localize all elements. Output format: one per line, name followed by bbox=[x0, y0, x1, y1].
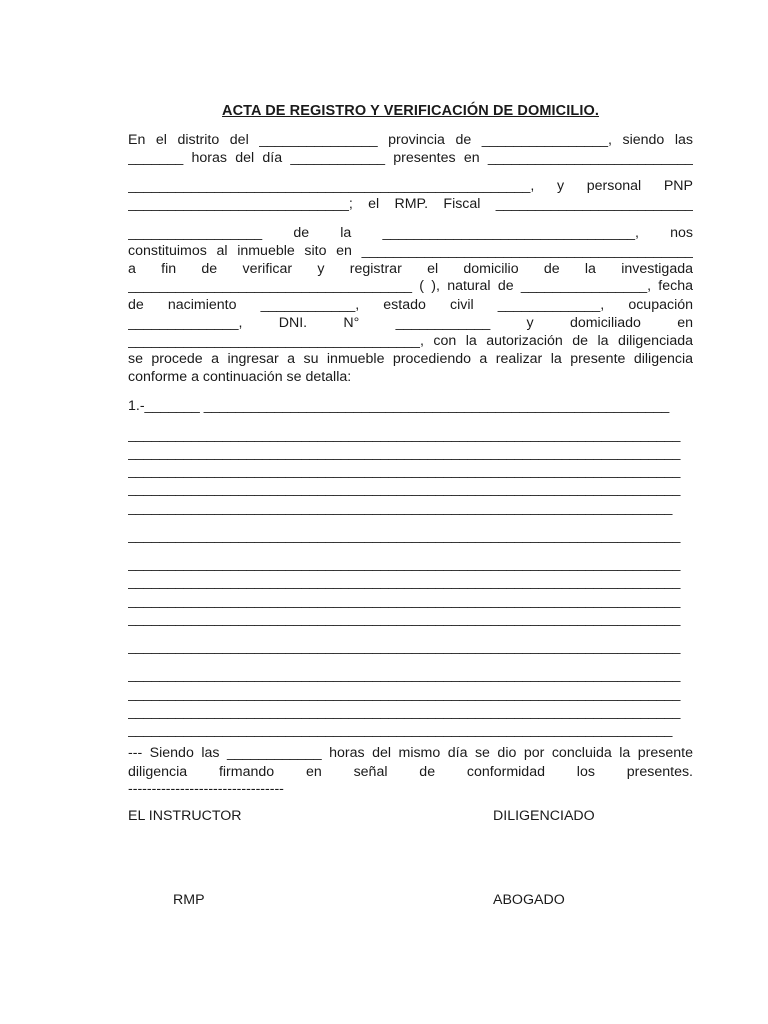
closing-line-1: --- Siendo las ____________ horas del mismo día se dio por concluida la presente bbox=[128, 745, 693, 761]
blank-line: ______________________________________________________________________ bbox=[128, 704, 681, 720]
paragraph-1-line-1: En el distrito del _______________ provincia de ________________, siendo las bbox=[128, 132, 693, 148]
signature-instructor-label: EL INSTRUCTOR bbox=[128, 808, 242, 824]
paragraph-2-line-2: ____________________________; el RMP. Fiscal _________________________ bbox=[128, 196, 693, 212]
blank-line: ______________________________________________________________________ bbox=[128, 556, 681, 572]
item-1-line: 1.-_______ ___________________________________________________________ bbox=[128, 398, 670, 414]
blank-line: ______________________________________________________________________ bbox=[128, 639, 681, 655]
paragraph-3-line-3: a fin de verificar y registrar el domicilio de la investigada bbox=[128, 261, 693, 277]
closing-line-3: --------------------------------- bbox=[128, 781, 284, 797]
blank-line: ______________________________________________________________________ bbox=[128, 667, 681, 683]
blank-line: ______________________________________________________________________ bbox=[128, 611, 681, 627]
blank-line: ______________________________________________________________________ bbox=[128, 686, 681, 702]
blank-line: _____________________________________________________________________ bbox=[128, 500, 673, 516]
paragraph-3-line-6: ______________, DNI. N° ____________ y domiciliado en bbox=[128, 315, 693, 331]
blank-line: ______________________________________________________________________ bbox=[128, 481, 681, 497]
blank-line: ______________________________________________________________________ bbox=[128, 574, 681, 590]
document-title: ACTA DE REGISTRO Y VERIFICACIÓN DE DOMICILIO. bbox=[222, 103, 599, 119]
paragraph-3-line-9: conforme a continuación se detalla: bbox=[128, 369, 352, 385]
paragraph-2-line-1: ___________________________________________________, y personal PNP bbox=[128, 178, 693, 194]
blank-line: ______________________________________________________________________ bbox=[128, 528, 681, 544]
blank-line: _____________________________________________________________________ bbox=[128, 722, 673, 738]
paragraph-3-line-4: ____________________________________ ( ), natural de ________________, fecha bbox=[128, 278, 693, 294]
blank-line: ______________________________________________________________________ bbox=[128, 463, 681, 479]
signature-abogado-label: ABOGADO bbox=[493, 892, 565, 908]
blank-line: ______________________________________________________________________ bbox=[128, 427, 681, 443]
signature-rmp-label: RMP bbox=[173, 892, 205, 908]
paragraph-3-line-7: _____________________________________, con la autorización de la diligenciada bbox=[128, 333, 693, 349]
paragraph-3-line-5: de nacimiento ____________, estado civil _____________, ocupación bbox=[128, 297, 693, 313]
paragraph-1-line-2: _______ horas del día ____________ presentes en __________________________ bbox=[128, 150, 693, 166]
paragraph-3-line-8: se procede a ingresar a su inmueble procediendo a realizar la presente diligencia bbox=[128, 351, 693, 367]
blank-line: ______________________________________________________________________ bbox=[128, 445, 681, 461]
paragraph-3-line-2: constituimos al inmueble sito en __________________________________________ bbox=[128, 243, 693, 259]
blank-line: ______________________________________________________________________ bbox=[128, 593, 681, 609]
signature-diligenciado-label: DILIGENCIADO bbox=[493, 808, 595, 824]
closing-line-2: diligencia firmando en señal de conformidad los presentes. bbox=[128, 764, 693, 780]
paragraph-3-line-1: _________________ de la ________________________________, nos bbox=[128, 225, 693, 241]
